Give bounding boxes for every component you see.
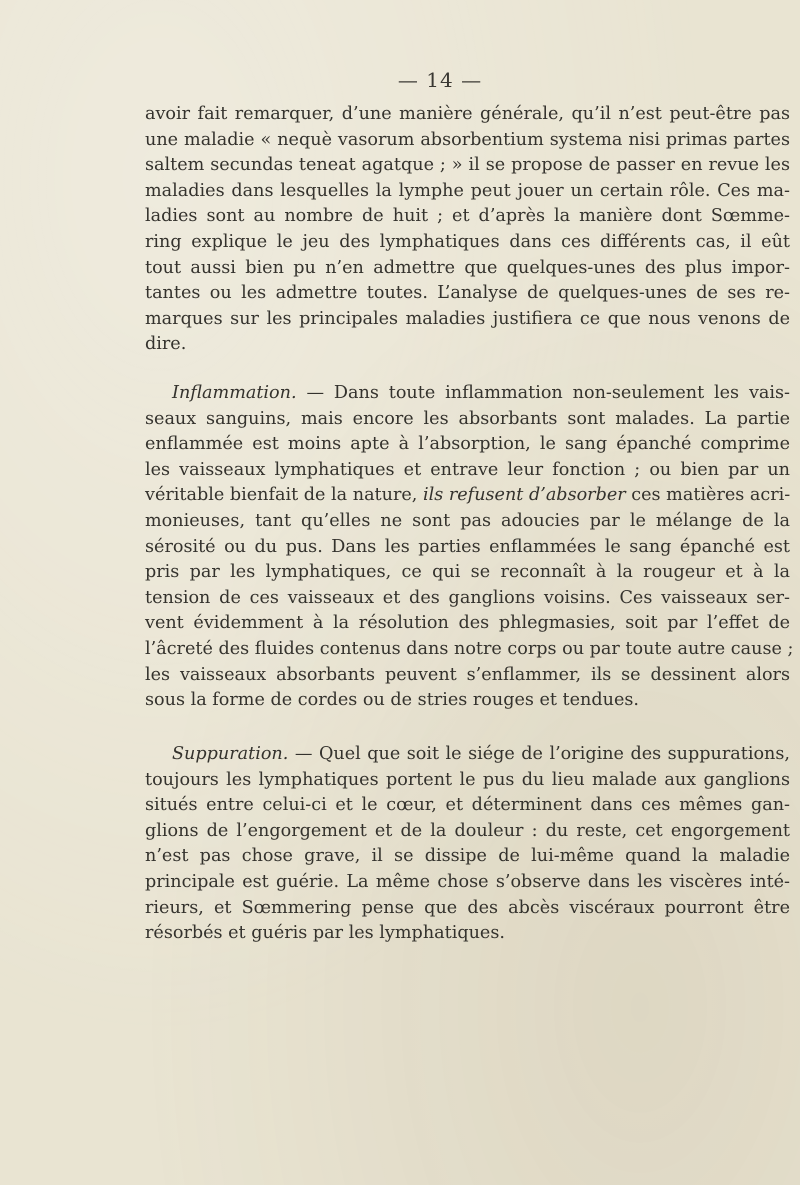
paragraph-suppuration-line: glions de l’engorgement et de la douleur : du reste, cet engorgement <box>145 820 790 841</box>
paragraph-1-line: tout aussi bien pu n’en admettre que quelques-unes des plus impor- <box>145 257 790 278</box>
paragraph-1-line: ladies sont au nombre de huit ; et d’après la manière dont Sœmme- <box>145 206 790 227</box>
paragraph-suppuration-line: résorbés et guéris par les lymphatiques. <box>145 923 505 944</box>
paragraph-inflammation-line: les vaisseaux lymphatiques et entrave leur fonction ; ou bien par un <box>145 459 790 480</box>
paragraph-inflammation-line: vent évidemment à la résolution des phlegmasies, soit par l’effet de <box>145 613 790 634</box>
paragraph-suppuration-line: rieurs, et Sœmmering pense que des abcès viscéraux pourront être <box>145 897 790 918</box>
paragraph-1-line: maladies dans lesquelles la lymphe peut jouer un certain rôle. Ces ma- <box>145 180 790 201</box>
paragraph-inflammation-line: tension de ces vaisseaux et des ganglions voisins. Ces vaisseaux ser- <box>145 587 790 608</box>
paragraph-inflammation-line: véritable bienfait de la nature, <box>145 485 418 506</box>
paragraph-suppuration-line: situés entre celui-ci et le cœur, et déterminent dans ces mêmes gan- <box>145 795 790 816</box>
paragraph-inflammation <box>145 381 794 714</box>
paragraph-1-line: marques sur les principales maladies justifiera ce que nous venons de <box>145 308 790 329</box>
emphasis-text: ils refusent d’absorber <box>422 485 626 506</box>
paragraph-inflammation-first-line <box>145 381 790 407</box>
paragraph-suppuration <box>145 742 790 947</box>
paragraph-inflammation-line: — Dans toute inflammation non-seulement les vais- <box>296 383 790 403</box>
paragraph-1-line: avoir fait remarquer, d’une manière générale, qu’il n’est peut-être pas <box>145 104 790 124</box>
section-heading-inflammation: Inflammation. <box>172 383 297 403</box>
paragraph-1-line: saltem secundas teneat agatque ; » il se propose de passer en revue les <box>145 155 790 176</box>
paragraph-inflammation-line: les vaisseaux absorbants peuvent s’enflammer, ils se dessinent alors <box>145 664 790 685</box>
paragraph-suppuration-line: — Quel que soit le siége de l’origine des suppurations, <box>288 744 790 764</box>
paragraph-1-line: tantes ou les admettre toutes. L’analyse de quelques-unes de ses re- <box>145 283 790 304</box>
paragraph-inflammation-line-tail: ces matières acri- <box>625 485 791 506</box>
paragraph-1-line: dire. <box>145 334 187 355</box>
paragraph-inflammation-line: sous la forme de cordes ou de stries rouges et tendues. <box>145 690 639 711</box>
paragraph-suppuration-line: toujours les lymphatiques portent le pus du lieu malade aux ganglions <box>145 769 790 790</box>
paragraph-inflammation-line: seaux sanguins, mais encore les absorbants sont malades. La partie <box>145 408 790 429</box>
paragraph-inflammation-line: sérosité ou du pus. Dans les parties enflammées le sang épanché est <box>145 536 790 557</box>
paragraph-suppuration-line: n’est pas chose grave, il se dissipe de lui-même quand la maladie <box>145 846 790 867</box>
paragraph-1 <box>145 102 790 358</box>
paragraph-inflammation-line: pris par les lymphatiques, ce qui se reconnaît à la rougeur et à la <box>145 562 790 583</box>
paragraph-inflammation-line: monieuses, tant qu’elles ne sont pas adoucies par le mélange de la <box>145 510 790 531</box>
paragraph-suppuration-line: principale est guérie. La même chose s’observe dans les viscères inté- <box>145 871 790 892</box>
paragraph-inflammation-line: l’âcreté des fluides contenus dans notre corps ou par toute autre cause ; <box>145 638 794 659</box>
paragraph-1-line: une maladie « nequè vasorum absorbentium systema nisi primas partes <box>145 129 790 150</box>
paragraph-inflammation-line: enflammée est moins apte à l’absorption, le sang épanché comprime <box>145 434 790 455</box>
paragraph-suppuration-first-line <box>145 742 790 768</box>
paragraph-1-line: ring explique le jeu des lymphatiques dans ces différents cas, il eût <box>145 231 790 252</box>
page-number: — 14 — <box>397 68 483 92</box>
paragraph-inflammation-emphasis-line <box>145 483 790 509</box>
section-heading-suppuration: Suppuration. <box>172 744 289 764</box>
